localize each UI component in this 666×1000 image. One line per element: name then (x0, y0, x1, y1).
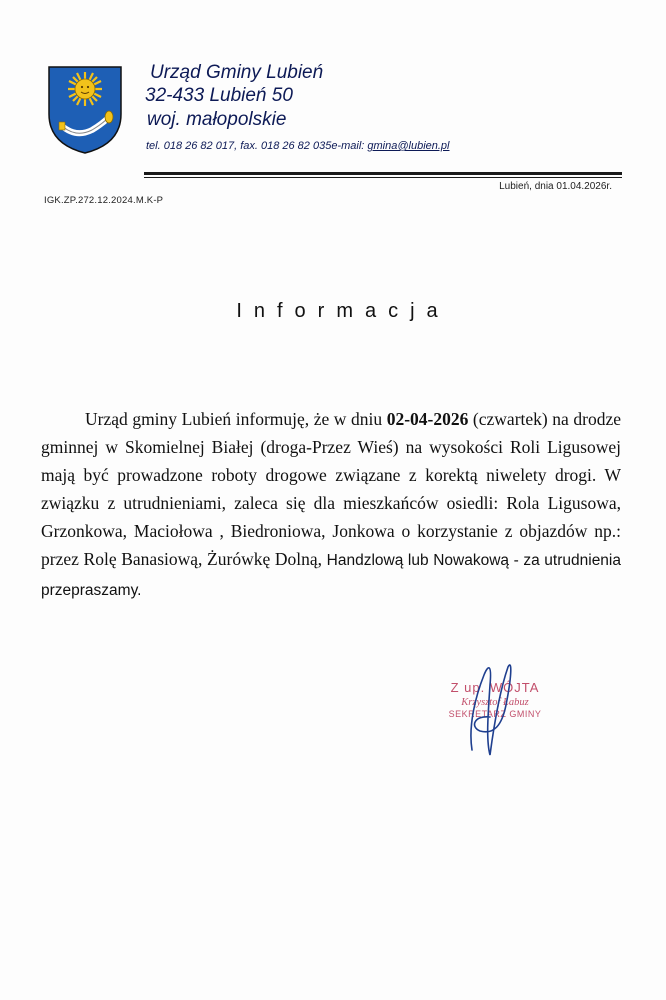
body-text-3: Handzlową lub Nowakową - za utrudnienia przepraszamy. (41, 552, 621, 599)
signature-icon (450, 655, 530, 765)
body-paragraph (41, 405, 621, 605)
stamp-line-1: Z up. WÓJTA (450, 680, 540, 695)
document-body (41, 405, 621, 605)
body-text-1: Urząd gminy Lubień informuję, że w dniu (85, 409, 387, 429)
contact-email-link[interactable]: gmina@lubien.pl (367, 140, 450, 152)
contact-phone-fax: tel. 018 26 82 017, fax. 018 26 82 035e-mail: (146, 140, 368, 152)
reference-number: IGK.ZP.272.12.2024.M.K-P (44, 195, 164, 206)
document-title: Informacja (236, 300, 450, 322)
contact-line (146, 140, 623, 152)
org-name: Urząd Gminy Lubień (150, 62, 324, 83)
body-text-2: (czwartek) na drodze gminnej w Skomielnej Białej (droga-Przez Wieś) na wysokości Roli Ligusowej mają być prowadzone roboty drogowe związane z korektą niwelety drogi. W związku z utrudnieniami, zaleca się dla mieszkańców osiedli: Rola Ligusowa, Grzonkowa, Maciołowa , Biedroniowa, Jonkowa o korzystanie z objazdów np.: przez Rolę Banasiową, Żurówkę Dolną, (41, 409, 621, 569)
body-date: 02-04-2026 (386, 409, 469, 429)
stamp-line-3: SEKRETARZ GMINY (448, 709, 542, 719)
letterhead (143, 62, 623, 152)
stamp-line-2: Krzysztof Łabuz (461, 697, 529, 708)
org-address: 32-433 Lubień 50 (145, 85, 293, 106)
coat-of-arms-icon (46, 64, 124, 156)
org-region: woj. małopolskie (147, 109, 287, 130)
header-divider (144, 172, 622, 175)
document-date: Lubień, dnia 01.04.2026r. (499, 181, 612, 192)
header-divider-thin (144, 177, 622, 178)
